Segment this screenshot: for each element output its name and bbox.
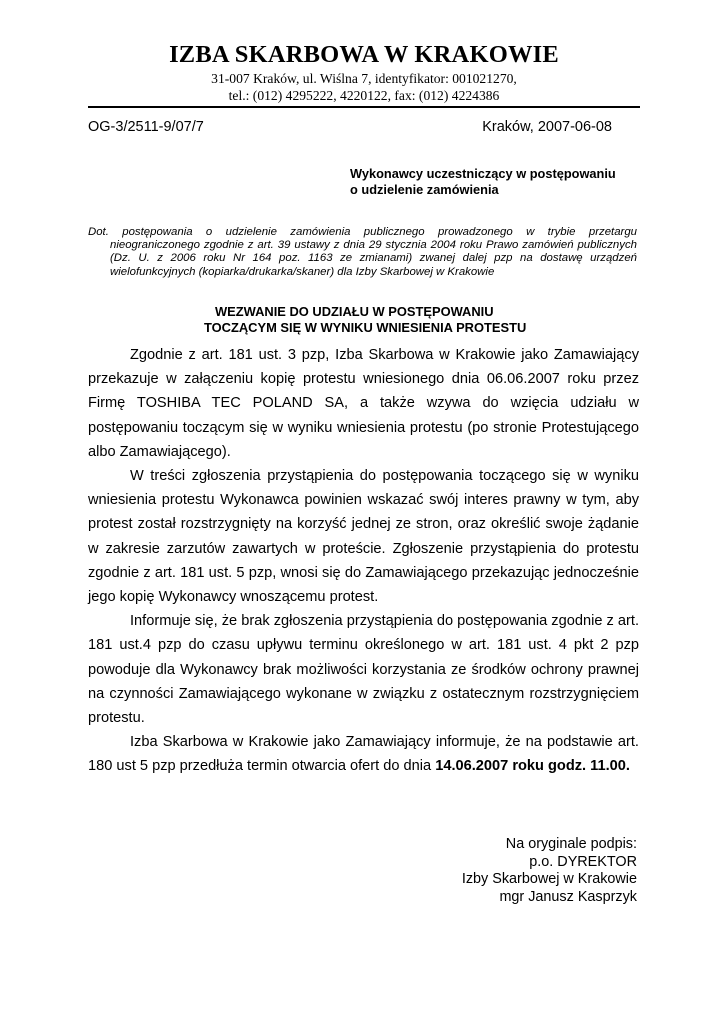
paragraph-4-text: Izba Skarbowa w Krakowie jako Zamawiający informuje, że na podstawie art. 180 ust 5 pzp przedłuża termin otwarcia ofert do dnia xyxy=(88,734,639,775)
addressee-line-1: Wykonawcy uczestniczący w postępowaniu xyxy=(350,166,616,181)
paragraph-3: Informuje się, że brak zgłoszenia przystąpienia do postępowania zgodnie z art. 181 ust.4 pzp do czasu upływu terminu określonego w art. 181 ust. 4 pkt 2 pzp powoduje dla Wykonawcy brak możliwości korzystania ze środków ochrony prawnej na czynności Zamawiającego wykonane w związku z ostatecznym rozstrzygnięciem protestu. xyxy=(88,613,639,727)
paragraph-1: Zgodnie z art. 181 ust. 3 pzp, Izba Skarbowa w Krakowie jako Zamawiający przekazuje w załączeniu kopię protestu wniesionego dnia 06.06.2007 roku przez Firmę TOSHIBA TEC POLAND SA, a także wzywa do wzięcia udziału w postępowaniu toczącym się w wyniku wniesienia protestu (po stronie Protestującego albo Zamawiającego). xyxy=(88,347,639,460)
paragraph-4 xyxy=(88,730,639,778)
paragraph-2: W treści zgłoszenia przystąpienia do postępowania toczącego się w wyniku wniesienia protestu Wykonawca powinien wskazać swój interes prawny w tym, aby protest został rozstrzygnięty na korzyść jednej ze stron, oraz określić swoje żądanie w zakresie zarzutów zawartych w proteście. Zgłoszenie przystąpienia do protestu zgodnie z art. 181 ust. 5 pzp, wnosi się do Zamawiającego przekazując jednocześnie jego kopię Wykonawcy wnoszącemu protest. xyxy=(88,468,639,606)
place-date: Kraków, 2007-06-08 xyxy=(482,119,612,135)
regarding-block xyxy=(88,226,637,279)
regarding-first-line: Dot. postępowania o udzielenie zamówienia publicznego prowadzonego w trybie przetargu xyxy=(88,226,637,238)
heading-line-1: WEZWANIE DO UDZIAŁU W POSTĘPOWANIU xyxy=(215,304,494,319)
letter-body xyxy=(88,343,639,779)
letterhead xyxy=(88,40,640,104)
letterhead-address: 31-007 Kraków, ul. Wiślna 7, identyfikator: 001021270, xyxy=(211,71,517,86)
signature-block xyxy=(462,836,637,906)
letterhead-contact: tel.: (012) 4295222, 4220122, fax: (012) 4224386 xyxy=(228,88,500,103)
reference-number: OG-3/2511-9/07/7 xyxy=(88,119,204,135)
regarding-rest: nieograniczonego zgodnie z art. 39 ustawy z dnia 29 stycznia 2004 roku Prawo zamówień publicznych (Dz. U. z 2006 roku Nr 164 poz. 1163 ze zmianami) zwanej dalej pzp na dostawę urządzeń wielofunkcyjnych (kopiarka/drukarka/skaner) dla Izby Skarbowej w Krakowie xyxy=(110,239,637,278)
letterhead-divider xyxy=(88,106,640,108)
addressee-line-2: o udzielenie zamówienia xyxy=(350,182,499,197)
deadline-date: 14.06.2007 roku godz. 11.00. xyxy=(435,758,630,775)
signature-line-4: mgr Janusz Kasprzyk xyxy=(499,888,637,905)
heading-line-2: TOCZĄCYM SIĘ W WYNIKU WNIESIENIA PROTESTU xyxy=(204,319,527,335)
signature-line-1: Na oryginale podpis: xyxy=(505,836,637,852)
addressee xyxy=(350,166,650,198)
signature-line-3: Izby Skarbowej w Krakowie xyxy=(461,871,637,888)
signature-line-2: p.o. DYREKTOR xyxy=(529,853,637,870)
letterhead-title: IZBA SKARBOWA W KRAKOWIE xyxy=(169,41,559,68)
